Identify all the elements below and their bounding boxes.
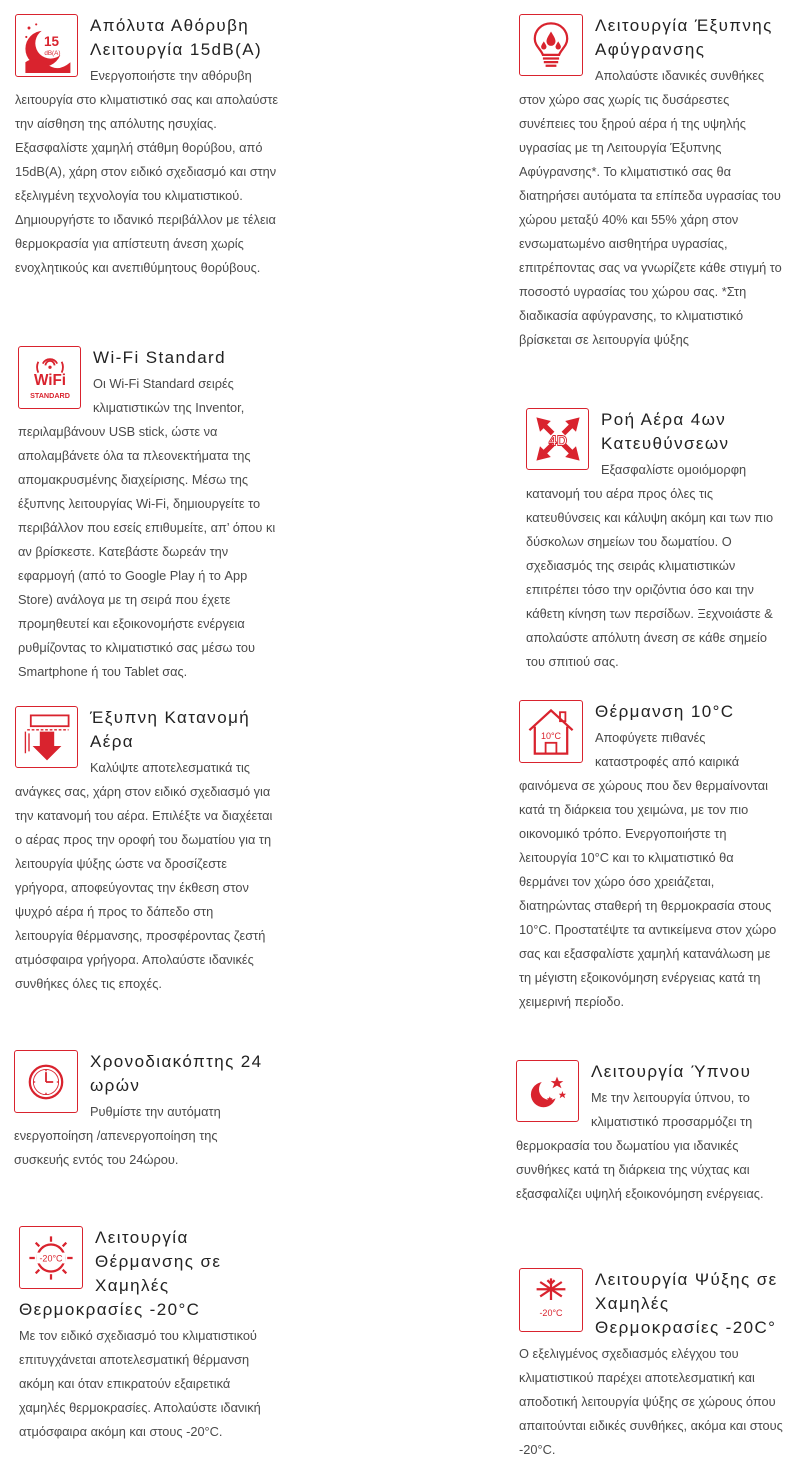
feature-heating-10c [519,700,781,1014]
feature-description: Ενεργοποιήστε την αθόρυβη λειτουργία στο κλιματιστικό σας και απολαύστε την αίσθηση της απόλυτης ησυχίας. Εξασφαλίστε χαμηλή στάθμη θορύβου, από 15dB(A), χάρη στον ειδικό σχεδιασμό και στην εξελιγμένη τεχνολογία του κλιματιστικού. Δημιουργήστε το ιδανικό περιβάλλον με τέλεια θερμοκρασία για απίστευτη άνεση χωρίς ενοχλητικούς και ανεπιθύμητους θορύβους. [15,68,279,275]
feature-silent-operation [15,14,280,280]
feature-title: Θέρμανση 10°C [595,702,735,721]
feature-low-temp-cooling [519,1268,784,1462]
feature-description: Ρυθμίστε την αυτόματη ενεργοποίηση /απενεργοποίηση της συσκευής εντός του 24ώρου. [14,1104,221,1167]
feature-title: Λειτουργία Θέρμανσης σε Χαμηλές Θερμοκρασίες -20°C [19,1228,222,1319]
icon-minus20c-label: -20°C [539,1308,563,1319]
feature-title: Λειτουργία Ψύξης σε Χαμηλές Θερμοκρασίες -20C° [595,1270,778,1337]
icon-db-label: dB(A) [43,49,60,57]
feature-description: Καλύψτε αποτελεσματικά τις ανάγκες σας, χάρη στον ειδικό σχεδιασμό για την κατανομή του αέρα. Επιλέξτε να διαχέεται ο αέρας προς την οροφή του δωματίου για τη λειτουργία ψύξης ώστε να δροσίζεστε γρήγορα, αποφεύγοντας την έκθεση στον ψυχρό αέρα ή προς το δάπεδο στη λειτουργία θέρμανσης, προσφέροντας ζεστή ατμόσφαιρα γρήγορα. Απολαύστε ιδανικές συνθήκες όλες τις εποχές. [15,760,273,991]
feature-wifi-standard [18,346,282,684]
feature-smart-air-distribution [15,706,273,996]
feature-sleep-mode [516,1060,780,1206]
feature-smart-dehumidification [519,14,787,352]
icon-minus20-label: -20°C [39,1253,63,1264]
feature-title: Χρονοδιακόπτης 24 ωρών [90,1052,263,1095]
dehumidify-bulb-icon [519,14,583,76]
clock-icon [14,1050,78,1113]
feature-description: Ο εξελιγμένος σχεδιασμός ελέγχου του κλιματιστικού παρέχει αποτελεσματική και αποδοτική λειτουργία ψύξης σε χώρους όπου απαιτούνται ειδικές συνθήκες, ακόμα και στους -20°C. [519,1346,783,1457]
feature-description: Με την λειτουργία ύπνου, το κλιματιστικό προσαρμόζει τη θερμοκρασία του δωματίου για ιδανικές συνθήκες κατά τη διάρκεια της νύχτας και εξασφαλίζει υψηλή εξοικονόμηση ενέργειας. [516,1090,764,1201]
feature-title: Λειτουργία Έξυπνης Αφύγρανσης [595,16,773,59]
snowflake-minus20-icon [519,1268,583,1332]
sun-minus20-icon [19,1226,83,1289]
feature-description: Οι Wi-Fi Standard σειρές κλιματιστικών της Inventor, περιλαμβάνουν USB stick, ώστε να απολαμβάνετε όλα τα πλεονεκτήματα της απομακρυσμένης διαχείρισης. Μέσω της έξυπνης λειτουργίας Wi-Fi, δημιουργείτε το περιβάλλον που εσείς επιθυμείτε, απ’ όπου κι αν βρίσκεστε. Κατεβάστε δωρεάν την εφαρμογή (από το Google Play ή το App Store) ανάλογα με τη σειρά που έχετε προμηθευτεί και εξοικονομήστε ενέργεια ρυθμίζοντας το κλιματιστικό σας μέσω του Smartphone ή του Tablet σας. [18,376,276,679]
feature-description: Αποφύγετε πιθανές καταστροφές από καιρικά φαινόμενα σε χώρους που δεν θερμαίνονται κατά τη διάρκεια του χειμώνα, με τον πιο οικονομικό τρόπο. Ενεργοποιήστε τη λειτουργία 10°C και το κλιματιστικό θα θερμάνει τον χώρο όσο χρειάζεται, διατηρώντας σταθερή τη θερμοκρασία στους 10°C. Προστατέψτε τα αντικείμενα στον χώρο σας και εξασφαλίστε χαμηλή κατανάλωση με τη μέγιστη εξοικονόμηση ενέργειας κατά τη χειμερινή περίοδο. [519,730,777,1009]
wifi-standard-icon [18,346,81,409]
moon-15db-icon [15,14,78,77]
feature-title: Wi-Fi Standard [93,348,226,367]
icon-10c-label: 10°C [540,730,562,741]
feature-description: Εξασφαλίστε ομοιόμορφη κατανομή του αέρα προς όλες τις κατευθύνσεις και κάλυψη ακόμη και των πιο δύσκολων σημείων του δωματίου. Ο σχεδιασμός της σειράς κλιματιστικών επιτρέπει τόσο την οριζόντια όσο και την κάθετη κίνηση των περσίδων. Ξεχνοιάστε & απολαύστε απόλυτη άνεση σε κάθε σημείο του σπιτιού σας. [526,462,774,669]
feature-low-temp-heating [19,1226,277,1444]
feature-24h-timer [14,1050,272,1172]
feature-title: Λειτουργία Ύπνου [591,1062,752,1081]
feature-description: Με τον ειδικό σχεδιασμό του κλιματιστικού επιτυγχάνεται αποτελεσματική θέρμανση ακόμη και όταν επικρατούν εξαιρετικά χαμηλές θερμοκρασίες. Απολαύστε ιδανική ατμόσφαιρα ακόμη και στους -20°C. [19,1328,261,1439]
feature-title: Ροή Αέρα 4ων Κατευθύνσεων [601,410,730,453]
airflow-4d-icon [526,408,589,470]
air-distribution-icon [15,706,78,768]
feature-4d-airflow [526,408,782,674]
icon-standard-label: STANDARD [29,390,70,400]
icon-wifi-label: WiFi [33,371,66,389]
icon-4d-label: 4D [548,433,567,450]
house-10c-icon [519,700,583,763]
sleep-moon-icon [516,1060,579,1122]
icon-15-label: 15 [43,33,59,49]
feature-title: Έξυπνη Κατανομή Αέρα [90,708,251,751]
feature-title: Απόλυτα Αθόρυβη Λειτουργία 15dB(A) [90,16,262,59]
feature-description: Απολαύστε ιδανικές συνθήκες στον χώρο σας χωρίς τις δυσάρεστες συνέπειες του ξηρού αέρα ή της υψηλής υγρασίας με τη Λειτουργία Έξυπνης Αφύγρανσης*. Το κλιματιστικό σας θα διατηρήσει αυτόματα τα επίπεδα υγρασίας του χώρου μεταξύ 40% και 55% χάρη στον ενσωματωμένο αισθητήρα υγρασίας, επιτρέποντας σας να γνωρίζετε κάθε στιγμή το ποσοστό υγρασίας του χώρου σας. *Στη διαδικασία αφύγρανσης, το κλιματιστικό βρίσκεται σε λειτουργία ψύξης [519,68,782,347]
